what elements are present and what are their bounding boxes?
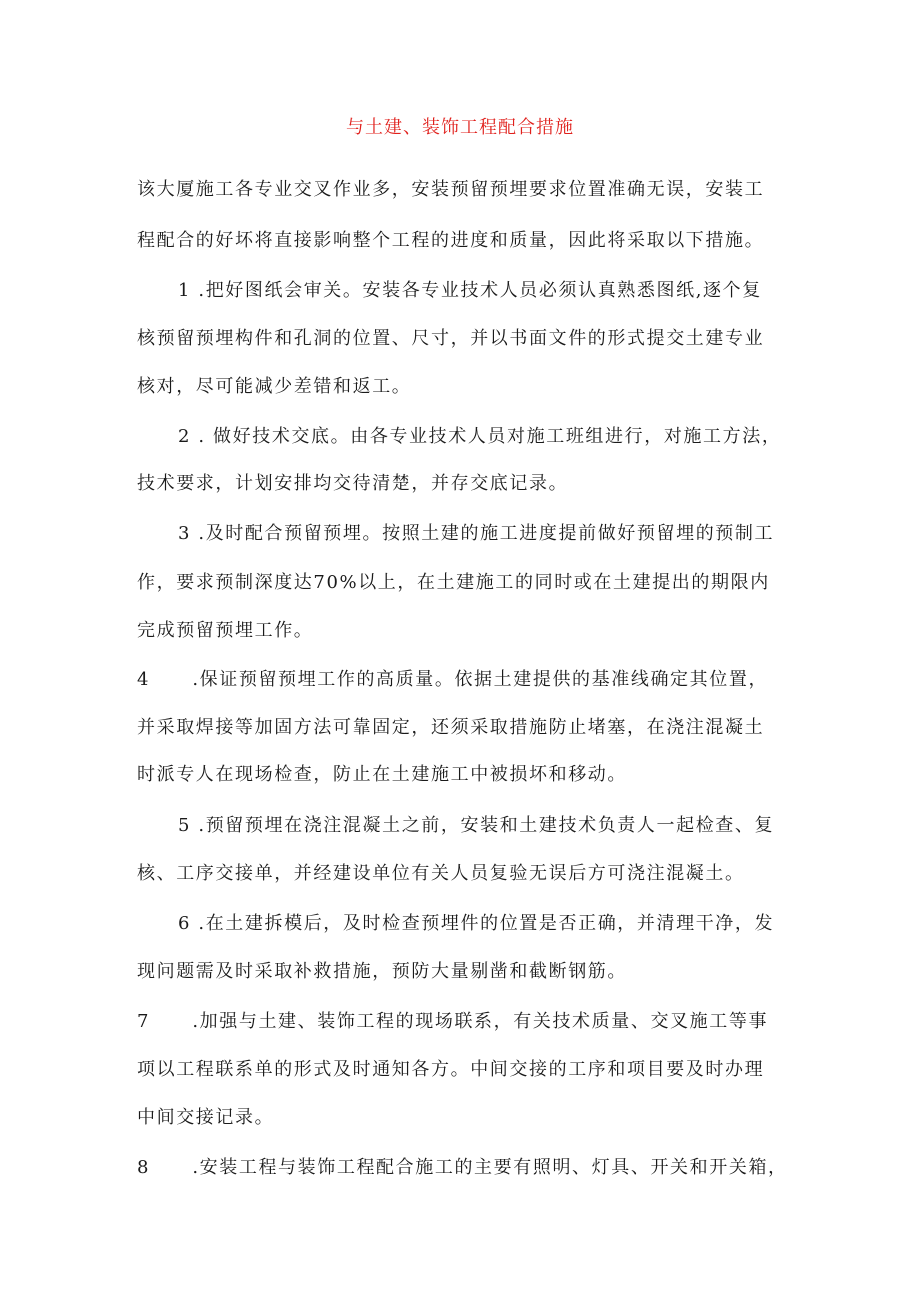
item-4-line-1 [137, 666, 768, 694]
item-7-line-2: 项以工程联系单的形式及时通知各方。中间交接的工序和项目要及时办理 [137, 1059, 765, 1080]
item-6-text: .在土建拆模后，及时检查预埋件的位置是否正确，并清理干净，发 [198, 913, 775, 934]
item-5-text: .预留预埋在浇注混凝土之前，安装和土建技术负责人一起检查、复 [198, 815, 775, 836]
item-5-number: 5 [178, 815, 192, 836]
item-2-line-1 [178, 423, 781, 451]
item-1-line-2: 核预留预埋构件和孔洞的位置、尺寸，并以书面文件的形式提交土建专业 [137, 328, 765, 349]
item-3-line-1 [178, 520, 774, 548]
item-1-number: 1 [178, 280, 192, 301]
item-8-number: 8 [137, 1157, 151, 1178]
item-2-line-2: 技术要求，计划安排均交待清楚，并存交底记录。 [137, 473, 569, 494]
item-1-text: .把好图纸会审关。安装各专业技术人员必须认真熟悉图纸,逐个复 [198, 280, 762, 301]
item-5-line-2: 核、工序交接单，并经建设单位有关人员复验无误后方可浇注混凝土。 [137, 863, 745, 884]
item-7-text: .加强与土建、装饰工程的现场联系，有关技术质量、交叉施工等事 [192, 1011, 769, 1032]
item-1-line-1 [178, 277, 762, 305]
item-7-line-1 [137, 1008, 768, 1036]
item-3-line-3: 完成预留预埋工作。 [137, 620, 314, 641]
item-4-line-2: 并采取焊接等加固方法可靠固定，还须采取措施防止堵塞，在浇注混凝土 [137, 717, 765, 738]
item-6-number: 6 [178, 913, 192, 934]
item-8-text: .安装工程与装饰工程配合施工的主要有照明、灯具、开关和开关箱， [192, 1157, 788, 1178]
item-6-line-1 [178, 910, 774, 938]
item-5-line-1 [178, 812, 774, 840]
item-8-line-1 [137, 1154, 788, 1182]
item-3-line-2: 作，要求预制深度达70%以上，在土建施工的同时或在土建提出的期限内 [137, 572, 770, 593]
item-3-text: .及时配合预留预埋。按照土建的施工进度提前做好预留埋的预制工 [198, 523, 775, 544]
item-3-number: 3 [178, 523, 192, 544]
item-6-line-2: 现问题需及时采取补救措施，预防大量剔凿和截断钢筋。 [137, 961, 627, 982]
item-2-number: 2 [178, 426, 192, 447]
intro-line-1: 该大厦施工各专业交叉作业多，安装预留预埋要求位置准确无误，安装工 [137, 179, 765, 200]
item-7-line-3: 中间交接记录。 [137, 1107, 275, 1128]
item-4-line-3: 时派专人在现场检查，防止在土建施工中被损坏和移动。 [137, 764, 627, 785]
intro-line-2: 程配合的好坏将直接影响整个工程的进度和质量，因此将采取以下措施。 [137, 230, 765, 251]
item-4-number: 4 [137, 669, 151, 690]
item-4-text: .保证预留预埋工作的高质量。依据土建提供的基准线确定其位置， [192, 669, 769, 690]
item-7-number: 7 [137, 1011, 151, 1032]
item-1-line-3: 核对，尽可能减少差错和返工。 [137, 376, 412, 397]
item-2-text: . 做好技术交底。由各专业技术人员对施工班组进行，对施工方法， [198, 426, 782, 447]
document-title: 与土建、装饰工程配合措施 [346, 117, 574, 138]
